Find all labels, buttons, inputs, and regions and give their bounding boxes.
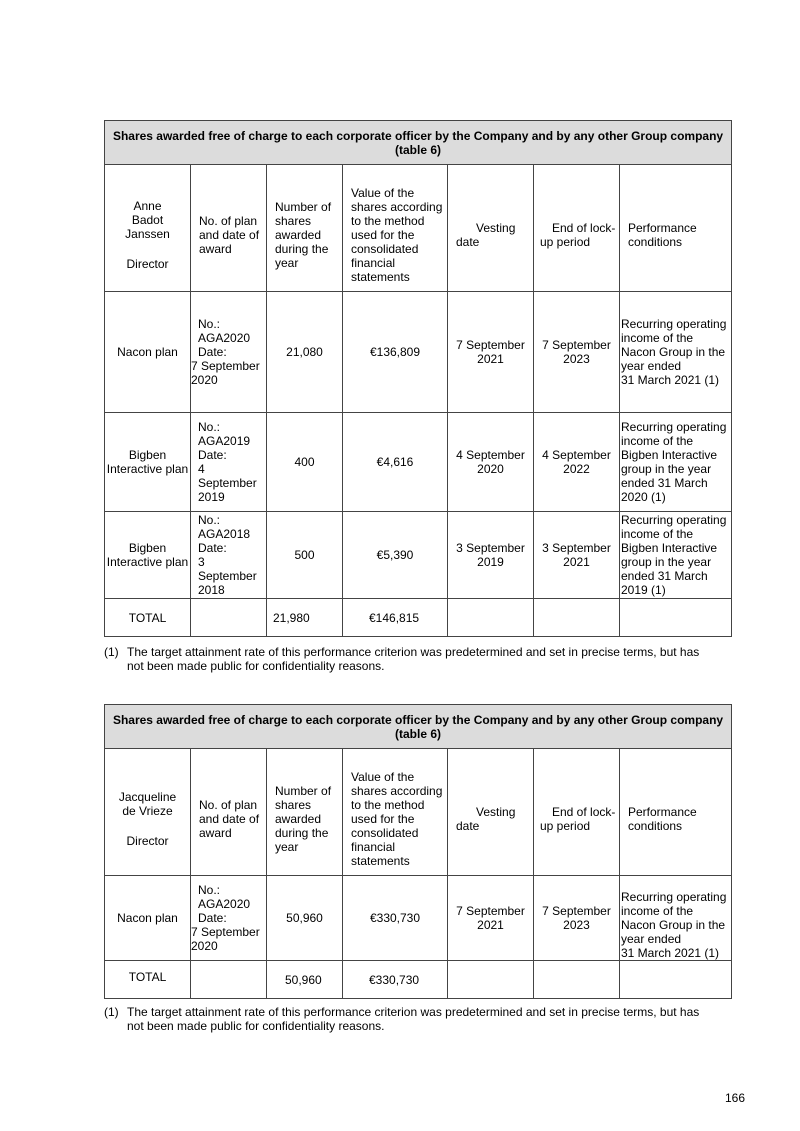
shares-value: €4,616 <box>343 413 448 512</box>
table-row <box>105 876 732 961</box>
empty-cell <box>448 961 534 999</box>
plan-date-label: Date: <box>198 911 227 925</box>
officer-name-cell <box>105 749 191 876</box>
performance-line: ended 31 March <box>621 476 708 490</box>
table-caption <box>105 705 732 749</box>
officer-name-line: Anne <box>133 199 162 213</box>
total-value: €146,815 <box>343 599 448 637</box>
performance-line: income of the <box>621 331 694 345</box>
lockup-year: 2021 <box>563 555 590 569</box>
header-text: Performance <box>628 805 697 819</box>
performance-line: 31 March 2021 (1) <box>621 373 720 387</box>
header-text: conditions <box>628 235 683 249</box>
footnote-text <box>127 1005 724 1033</box>
header-text: End of lock- <box>552 805 616 819</box>
header-text: consolidated <box>351 242 419 256</box>
header-text: Number of <box>275 200 332 214</box>
plan-name <box>105 512 191 599</box>
performance-line: 2020 (1) <box>621 490 666 504</box>
performance-line: year ended <box>621 359 682 373</box>
performance-conditions <box>620 292 732 413</box>
plan-date-value: 7 September <box>191 359 260 373</box>
plan-date-year: 2020 <box>191 939 218 953</box>
empty-cell <box>534 599 620 637</box>
header-text: year <box>275 840 299 854</box>
performance-conditions <box>620 512 732 599</box>
header-text: up period <box>540 235 591 249</box>
performance-line: group in the year <box>621 555 712 569</box>
footnote-line: not been made public for confidentiality reasons. <box>127 659 385 673</box>
lockup-date <box>534 876 620 961</box>
plan-no-value: AGA2019 <box>198 434 251 448</box>
header-text: up period <box>540 819 591 833</box>
empty-cell <box>448 599 534 637</box>
header-number <box>267 749 343 876</box>
performance-line: income of the <box>621 904 694 918</box>
plan-name-line: Interactive plan <box>106 555 189 569</box>
header-text: statements <box>351 270 410 284</box>
shares-value: €330,730 <box>343 876 448 961</box>
vesting-day: 7 September <box>456 904 525 918</box>
empty-cell <box>620 599 732 637</box>
header-lockup <box>534 749 620 876</box>
performance-line: 2019 (1) <box>621 583 666 597</box>
performance-line: year ended <box>621 932 682 946</box>
footnote-text <box>127 645 724 673</box>
header-text: to the method <box>351 798 425 812</box>
vesting-day: 7 September <box>456 338 525 352</box>
vesting-date <box>448 512 534 599</box>
header-performance <box>620 749 732 876</box>
plan-date-month: September <box>198 476 257 490</box>
plan-no-label: No.: <box>198 317 221 331</box>
awards-table-de-vrieze <box>104 704 732 999</box>
plan-no-value: AGA2018 <box>198 527 251 541</box>
header-text: Value of the <box>351 186 415 200</box>
plan-id-cell <box>191 512 267 599</box>
header-text: shares <box>275 214 312 228</box>
header-text: used for the <box>351 812 415 826</box>
total-label: TOTAL <box>105 961 191 999</box>
lockup-date <box>534 512 620 599</box>
plan-date-value: 4 <box>198 462 205 476</box>
header-performance <box>620 165 732 292</box>
header-vesting <box>448 749 534 876</box>
plan-id-cell <box>191 876 267 961</box>
footnote-line: The target attainment rate of this performance criterion was predetermined and set in precise terms, but has <box>127 1005 700 1019</box>
officer-name-line: Jacqueline <box>118 790 177 804</box>
header-text: date <box>456 235 480 249</box>
header-value <box>343 165 448 292</box>
caption-table-number: (table 6) <box>395 726 442 741</box>
footnote-line: The target attainment rate of this performance criterion was predetermined and set in precise terms, but has <box>127 645 700 659</box>
plan-no-label: No.: <box>198 883 221 897</box>
performance-line: 31 March 2021 (1) <box>621 946 720 960</box>
header-text: shares according <box>351 784 443 798</box>
header-text: and date of <box>199 812 260 826</box>
header-text: during the <box>275 242 329 256</box>
plan-name: Nacon plan <box>105 292 191 413</box>
header-text: Number of <box>275 784 332 798</box>
plan-date-label: Date: <box>198 448 227 462</box>
header-row <box>105 749 732 876</box>
empty-cell <box>534 961 620 999</box>
officer-name-cell <box>105 165 191 292</box>
vesting-day: 3 September <box>456 541 525 555</box>
vesting-year: 2021 <box>477 352 504 366</box>
header-text: consolidated <box>351 826 419 840</box>
total-shares: 50,960 <box>267 961 343 999</box>
officer-name-line: Badot <box>131 213 164 227</box>
header-text: award <box>199 826 232 840</box>
caption-title: Shares awarded free of charge to each corporate officer by the Company and by any other Group company <box>112 712 724 727</box>
vesting-date <box>448 292 534 413</box>
header-text: statements <box>351 854 410 868</box>
performance-line: Recurring operating <box>621 890 727 904</box>
header-row <box>105 165 732 292</box>
lockup-day: 7 September <box>542 904 611 918</box>
awards-table-janssen <box>104 120 732 637</box>
plan-name-line: Interactive plan <box>106 462 189 476</box>
header-text: Performance <box>628 221 697 235</box>
shares-count: 50,960 <box>267 876 343 961</box>
plan-no-value: AGA2020 <box>198 897 251 911</box>
header-plan <box>191 749 267 876</box>
lockup-year: 2023 <box>563 352 590 366</box>
lockup-date <box>534 292 620 413</box>
lockup-day: 7 September <box>542 338 611 352</box>
page-number: 166 <box>725 1091 746 1105</box>
plan-date-year: 2018 <box>198 583 225 597</box>
shares-count: 500 <box>267 512 343 599</box>
header-text: Vesting <box>476 805 516 819</box>
plan-date-year: 2020 <box>191 373 218 387</box>
header-text: date <box>456 819 480 833</box>
total-label: TOTAL <box>105 599 191 637</box>
plan-no-value: AGA2020 <box>198 331 251 345</box>
lockup-day: 4 September <box>542 448 611 462</box>
header-text: and date of <box>199 228 260 242</box>
plan-date-year: 2019 <box>198 490 225 504</box>
vesting-day: 4 September <box>456 448 525 462</box>
plan-date-value: 7 September <box>191 925 260 939</box>
plan-date-label: Date: <box>198 541 227 555</box>
performance-line: Recurring operating <box>621 513 727 527</box>
footnote-line: not been made public for confidentiality reasons. <box>127 1019 385 1033</box>
header-text: shares <box>275 798 312 812</box>
shares-count: 400 <box>267 413 343 512</box>
lockup-year: 2023 <box>563 918 590 932</box>
shares-value: €136,809 <box>343 292 448 413</box>
shares-count: 21,080 <box>267 292 343 413</box>
vesting-year: 2020 <box>477 462 504 476</box>
vesting-date <box>448 876 534 961</box>
plan-date-value: 3 <box>198 555 205 569</box>
plan-name-line: Bigben <box>128 541 167 555</box>
performance-line: group in the year <box>621 462 712 476</box>
performance-line: Nacon Group in the <box>621 918 726 932</box>
header-text: Value of the <box>351 770 415 784</box>
lockup-day: 3 September <box>542 541 611 555</box>
performance-line: Recurring operating <box>621 420 727 434</box>
plan-no-label: No.: <box>198 420 221 434</box>
header-text: Vesting <box>476 221 516 235</box>
officer-role: Director <box>126 834 169 848</box>
header-text: financial <box>351 840 396 854</box>
footnote-number: (1) <box>104 645 119 659</box>
plan-no-label: No.: <box>198 513 221 527</box>
performance-line: income of the <box>621 434 694 448</box>
header-text: to the method <box>351 214 425 228</box>
plan-id-cell <box>191 292 267 413</box>
total-shares: 21,980 <box>267 599 343 637</box>
header-vesting <box>448 165 534 292</box>
plan-date-label: Date: <box>198 345 227 359</box>
total-value: €330,730 <box>343 961 448 999</box>
performance-line: income of the <box>621 527 694 541</box>
lockup-date <box>534 413 620 512</box>
header-text: awarded <box>275 812 322 826</box>
header-plan <box>191 165 267 292</box>
header-text: used for the <box>351 228 415 242</box>
total-row <box>105 599 732 637</box>
lockup-year: 2022 <box>563 462 590 476</box>
table-caption <box>105 121 732 165</box>
performance-line: Recurring operating <box>621 317 727 331</box>
header-text: year <box>275 256 299 270</box>
header-text: End of lock- <box>552 221 616 235</box>
header-lockup <box>534 165 620 292</box>
header-text: during the <box>275 826 329 840</box>
caption-table-number: (table 6) <box>395 142 442 157</box>
plan-name <box>105 413 191 512</box>
header-value <box>343 749 448 876</box>
caption-title: Shares awarded free of charge to each corporate officer by the Company and by any other Group company <box>112 128 724 143</box>
performance-line: Bigben Interactive <box>621 448 718 462</box>
header-text: shares according <box>351 200 443 214</box>
total-row <box>105 961 732 999</box>
vesting-date <box>448 413 534 512</box>
table-row <box>105 292 732 413</box>
header-text: awarded <box>275 228 322 242</box>
officer-name-line: de Vrieze <box>122 804 173 818</box>
officer-role: Director <box>126 257 169 271</box>
header-text: conditions <box>628 819 683 833</box>
performance-line: ended 31 March <box>621 569 708 583</box>
header-text: award <box>199 242 232 256</box>
footnote-number: (1) <box>104 1005 119 1019</box>
vesting-year: 2021 <box>477 918 504 932</box>
performance-line: Nacon Group in the <box>621 345 726 359</box>
table-row <box>105 413 732 512</box>
header-text: No. of plan <box>199 214 258 228</box>
table-row <box>105 512 732 599</box>
plan-name-line: Bigben <box>128 448 167 462</box>
plan-date-month: September <box>198 569 257 583</box>
officer-name-line: Janssen <box>125 227 170 241</box>
header-text: No. of plan <box>199 798 258 812</box>
shares-value: €5,390 <box>343 512 448 599</box>
header-number <box>267 165 343 292</box>
empty-cell <box>191 961 267 999</box>
vesting-year: 2019 <box>477 555 504 569</box>
footnote <box>104 645 724 673</box>
footnote <box>104 1005 724 1033</box>
performance-line: Bigben Interactive <box>621 541 718 555</box>
empty-cell <box>620 961 732 999</box>
performance-conditions <box>620 413 732 512</box>
empty-cell <box>191 599 267 637</box>
plan-name: Nacon plan <box>105 876 191 961</box>
header-text: financial <box>351 256 396 270</box>
plan-id-cell <box>191 413 267 512</box>
performance-conditions <box>620 876 732 961</box>
